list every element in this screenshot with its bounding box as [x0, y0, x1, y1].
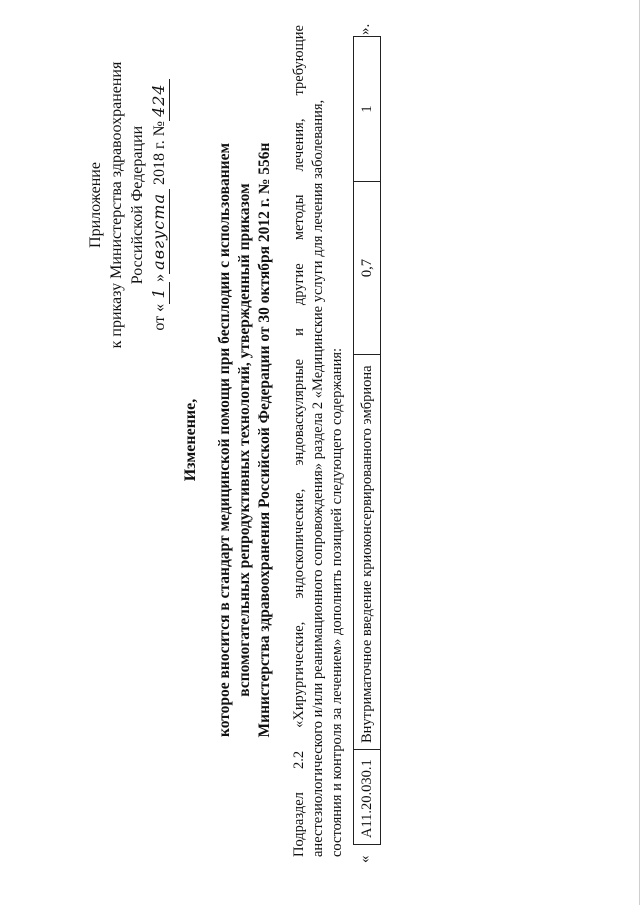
document-page — [85, 15, 555, 865]
services-table — [353, 36, 381, 845]
appendix-title: Приложение — [87, 162, 104, 248]
body-paragraph — [290, 25, 347, 857]
appendix-federation: Российской Федерации — [129, 125, 146, 285]
heading-line-3: Министерства здравоохранения Российской Федерации от 30 октября 2012 г. № 556н — [256, 142, 273, 738]
multiplicity-cell: 1 — [354, 37, 381, 182]
opening-quote: « — [357, 855, 373, 863]
date-prefix: от « — [151, 303, 168, 331]
date-year: 2018 г. № — [151, 120, 168, 185]
paragraph-line-2: анестезиологического и/или реанимационного сопровождения» раздела 2 «Медицинские услуги для лечения заболевания, — [310, 99, 326, 857]
document-heading — [181, 15, 275, 865]
handwritten-month: августа — [148, 189, 170, 274]
appendix-date-line — [148, 45, 170, 365]
appendix-block — [85, 45, 170, 365]
paragraph-line-3: состояния и контроля за лечением» дополнить позицией следующего содержания: — [329, 347, 345, 857]
paragraph-line-1: Подраздел 2.2 «Хирургические, эндоскопические, эндоваскулярные и другие методы лечения, требующие — [291, 25, 307, 857]
table-row — [354, 37, 381, 845]
service-name-cell: Внутриматочное введение криоконсервированного эмбриона — [354, 355, 381, 750]
frequency-cell: 0,7 — [354, 182, 381, 355]
heading-line-2: вспомогательных репродуктивных технологий, утвержденный приказом — [236, 183, 253, 697]
heading-title: Изменение, — [182, 398, 199, 482]
handwritten-day: 1 — [148, 282, 170, 304]
date-mid: » — [151, 273, 168, 282]
handwritten-order-number: 424 — [148, 79, 170, 121]
new-entry-row — [353, 15, 383, 865]
closing-quote: ». — [357, 23, 373, 35]
service-code-cell: А11.20.030.1 — [354, 750, 381, 845]
appendix-order-ref: к приказу Министерства здравоохранения — [108, 61, 125, 349]
heading-line-1: которое вносится в стандарт медицинской помощи при бесплодии с использованием — [216, 142, 233, 738]
